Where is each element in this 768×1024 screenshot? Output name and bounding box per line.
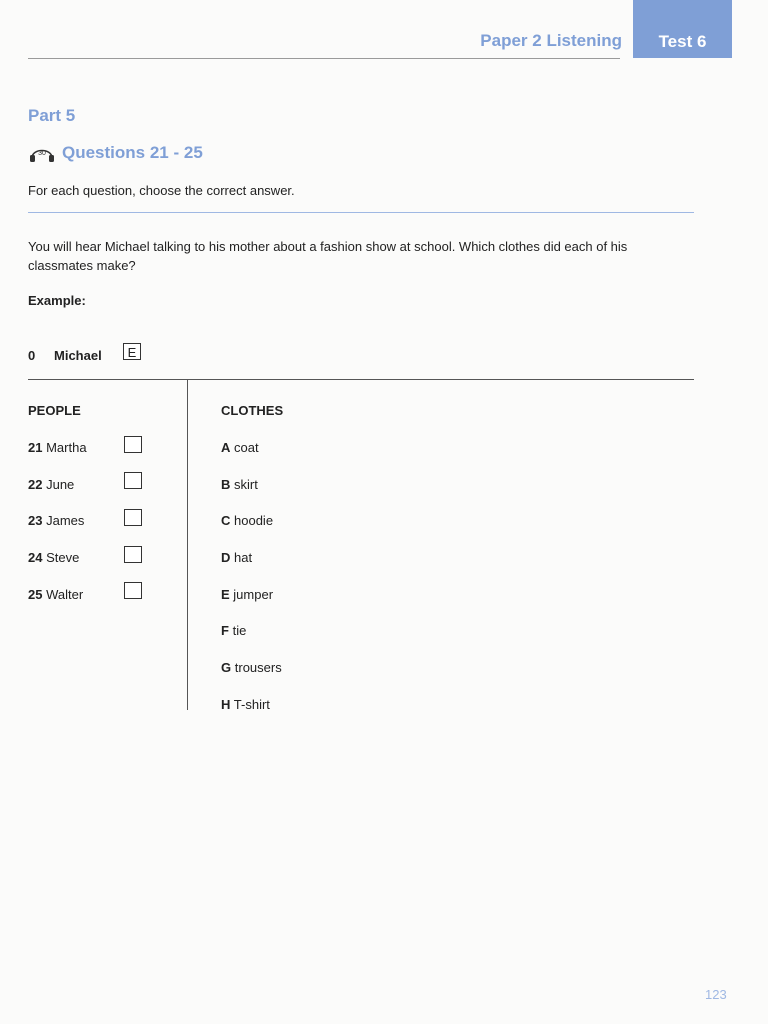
clothes-option — [221, 660, 282, 675]
option-letter: D — [221, 550, 231, 565]
option-text: tie — [232, 623, 247, 638]
option-text: coat — [234, 440, 259, 455]
person-row — [28, 587, 83, 602]
option-letter: B — [221, 477, 231, 492]
option-letter: H — [221, 697, 231, 712]
question-number: 22 — [28, 477, 43, 492]
option-letter: C — [221, 513, 231, 528]
page-number: 123 — [705, 987, 727, 1002]
option-letter: G — [221, 660, 232, 675]
person-name: Martha — [46, 440, 87, 455]
example-number: 0 — [28, 348, 36, 363]
person-name: Walter — [46, 587, 84, 602]
clothes-option — [221, 623, 246, 638]
table-top-rule — [28, 379, 694, 380]
clothes-heading: CLOTHES — [221, 403, 284, 418]
task-description: You will hear Michael talking to his mother about a fashion show at school. Which clothes did each of his classmates make? — [28, 239, 628, 273]
person-row — [28, 550, 79, 565]
option-text: hoodie — [234, 513, 274, 528]
clothes-option — [221, 477, 258, 492]
example-label: Example: — [28, 293, 86, 308]
clothes-option — [221, 440, 259, 455]
paper-title: Paper 2 Listening — [480, 31, 622, 50]
person-name: June — [46, 477, 75, 492]
option-text: jumper — [233, 587, 274, 602]
answer-box-21[interactable] — [124, 436, 142, 453]
clothes-option — [221, 697, 270, 712]
clothes-option — [221, 513, 273, 528]
example-name: Michael — [54, 348, 102, 363]
option-letter: A — [221, 440, 231, 455]
column-divider — [187, 380, 188, 710]
question-number: 24 — [28, 550, 43, 565]
example-answer-box: E — [123, 343, 141, 360]
header-rule — [28, 58, 620, 59]
answer-box-24[interactable] — [124, 546, 142, 563]
option-text: T-shirt — [233, 697, 270, 712]
person-row — [28, 477, 74, 492]
question-number: 23 — [28, 513, 43, 528]
question-number: 21 — [28, 440, 43, 455]
person-name: James — [46, 513, 85, 528]
option-text: hat — [234, 550, 253, 565]
person-row — [28, 440, 87, 455]
people-heading: PEOPLE — [28, 403, 81, 418]
answer-box-25[interactable] — [124, 582, 142, 599]
option-letter: E — [221, 587, 230, 602]
person-name: Steve — [46, 550, 80, 565]
option-letter: F — [221, 623, 229, 638]
test-tab: Test 6 — [633, 0, 732, 58]
instruction-rule — [28, 212, 694, 213]
questions-title: Questions 21 - 25 — [62, 143, 203, 162]
audio-track-number: 30 — [38, 150, 46, 157]
person-row — [28, 513, 84, 528]
option-text: skirt — [234, 477, 258, 492]
headphones-icon — [28, 142, 56, 164]
option-text: trousers — [234, 660, 282, 675]
instruction-text: For each question, choose the correct answer. — [28, 183, 295, 198]
clothes-option — [221, 550, 252, 565]
question-number: 25 — [28, 587, 43, 602]
answer-box-22[interactable] — [124, 472, 142, 489]
part-title: Part 5 — [28, 106, 76, 125]
clothes-option — [221, 587, 273, 602]
answer-box-23[interactable] — [124, 509, 142, 526]
